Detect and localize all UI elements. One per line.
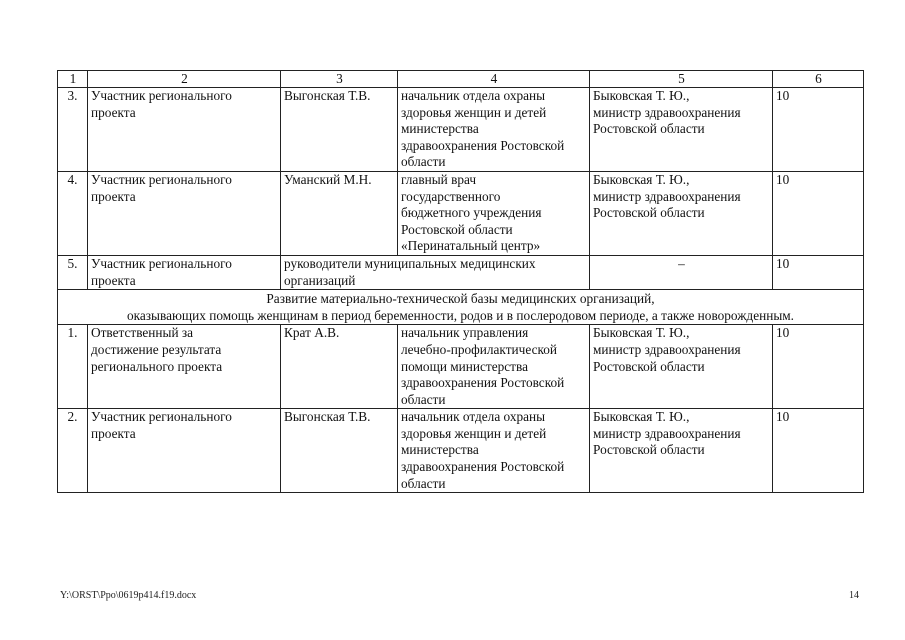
load-cell: 10 <box>773 88 864 172</box>
role-cell-line: регионального проекта <box>91 358 223 374</box>
position-cell <box>398 325 590 409</box>
position-cell <box>398 171 590 255</box>
table-row <box>58 255 864 289</box>
supervisor-cell <box>590 325 773 409</box>
supervisor-cell-line: министр здравоохранения <box>593 188 741 204</box>
load-cell: 10 <box>773 325 864 409</box>
row-number: 1. <box>58 325 88 409</box>
position-cell-line: главный врач <box>401 171 477 187</box>
load-cell: 10 <box>773 409 864 493</box>
position-cell-line: области <box>401 475 446 491</box>
supervisor-cell <box>590 409 773 493</box>
section-title-line: оказывающих помощь женщинам в период беременности, родов и в послеродовом периоде, а также новорожденным. <box>126 307 795 323</box>
column-header: 5 <box>590 71 773 88</box>
position-cell-line: помощи министерства <box>401 358 528 374</box>
footer-file-path: Y:\ORST\Ppo\0619p414.f19.docx <box>60 590 197 601</box>
row-number: 2. <box>58 409 88 493</box>
page-number: 14 <box>849 590 859 601</box>
person-cell: Уманский М.Н. <box>281 171 398 255</box>
supervisor-cell-line: министр здравоохранения <box>593 104 741 120</box>
assignment-table <box>57 70 864 493</box>
person-cell: Выгонская Т.В. <box>281 409 398 493</box>
load-cell: 10 <box>773 255 864 289</box>
supervisor-cell <box>590 171 773 255</box>
role-cell <box>88 325 281 409</box>
role-cell <box>88 255 281 289</box>
merged-person-position-cell <box>281 255 590 289</box>
row-number: 3. <box>58 88 88 172</box>
supervisor-cell-line: Ростовской области <box>593 442 705 458</box>
role-cell-line: проекта <box>91 188 136 204</box>
column-header: 1 <box>58 71 88 88</box>
position-cell-line: области <box>401 391 446 407</box>
position-cell-line: начальник отдела охраны <box>401 409 546 425</box>
table-row <box>58 409 864 493</box>
position-cell-line: начальник управления <box>401 325 529 341</box>
role-cell-line: Участник регионального <box>91 88 232 103</box>
role-cell-line: проекта <box>91 104 136 120</box>
table-row <box>58 171 864 255</box>
position-cell-line: «Перинатальный центр» <box>401 238 541 254</box>
supervisor-cell-line: Ростовской области <box>593 358 705 374</box>
merged-person-position-cell-line: организаций <box>284 272 356 288</box>
position-cell <box>398 409 590 493</box>
column-header: 4 <box>398 71 590 88</box>
position-cell-line: здравоохранения Ростовской <box>401 137 565 153</box>
column-header: 6 <box>773 71 864 88</box>
section-header-row <box>58 290 864 325</box>
row-number: 5. <box>58 255 88 289</box>
role-cell <box>88 88 281 172</box>
supervisor-cell-line: министр здравоохранения <box>593 425 741 441</box>
supervisor-cell-line: Быковская Т. Ю., <box>593 171 690 187</box>
supervisor-cell-line: Быковская Т. Ю., <box>593 325 690 341</box>
section-title <box>58 290 864 325</box>
role-cell-line: проекта <box>91 425 136 441</box>
position-cell-line: министерства <box>401 442 479 458</box>
position-cell-line: лечебно-профилактической <box>401 341 558 357</box>
position-cell-line: Ростовской области <box>401 221 513 237</box>
merged-person-position-cell-line: руководители муниципальных медицинских <box>284 255 536 271</box>
role-cell-line: Участник регионального <box>91 255 232 271</box>
position-cell <box>398 88 590 172</box>
header-row <box>58 71 864 88</box>
row-number: 4. <box>58 171 88 255</box>
role-cell-line: Ответственный за <box>91 325 194 341</box>
position-cell-line: здоровья женщин и детей <box>401 425 547 441</box>
position-cell-line: здоровья женщин и детей <box>401 104 547 120</box>
role-cell-line: Участник регионального <box>91 171 232 187</box>
supervisor-cell: – <box>590 255 773 289</box>
position-cell-line: области <box>401 154 446 170</box>
supervisor-cell <box>590 88 773 172</box>
role-cell-line: проекта <box>91 272 136 288</box>
position-cell-line: здравоохранения Ростовской <box>401 459 565 475</box>
person-cell: Выгонская Т.В. <box>281 88 398 172</box>
position-cell-line: министерства <box>401 121 479 137</box>
supervisor-cell-line: Ростовской области <box>593 205 705 221</box>
supervisor-cell-line: Быковская Т. Ю., <box>593 88 690 103</box>
table-row <box>58 88 864 172</box>
position-cell-line: государственного <box>401 188 501 204</box>
section-title-line: Развитие материально-технической базы медицинских организаций, <box>266 291 655 307</box>
position-cell-line: начальник отдела охраны <box>401 88 546 103</box>
supervisor-cell-line: министр здравоохранения <box>593 341 741 357</box>
supervisor-cell-line: Быковская Т. Ю., <box>593 409 690 425</box>
role-cell <box>88 171 281 255</box>
role-cell-line: достижение результата <box>91 341 222 357</box>
column-header: 3 <box>281 71 398 88</box>
load-cell: 10 <box>773 171 864 255</box>
role-cell-line: Участник регионального <box>91 409 232 425</box>
supervisor-cell-line: Ростовской области <box>593 121 705 137</box>
position-cell-line: бюджетного учреждения <box>401 205 542 221</box>
column-header: 2 <box>88 71 281 88</box>
table-row <box>58 325 864 409</box>
person-cell: Крат А.В. <box>281 325 398 409</box>
position-cell-line: здравоохранения Ростовской <box>401 375 565 391</box>
role-cell <box>88 409 281 493</box>
